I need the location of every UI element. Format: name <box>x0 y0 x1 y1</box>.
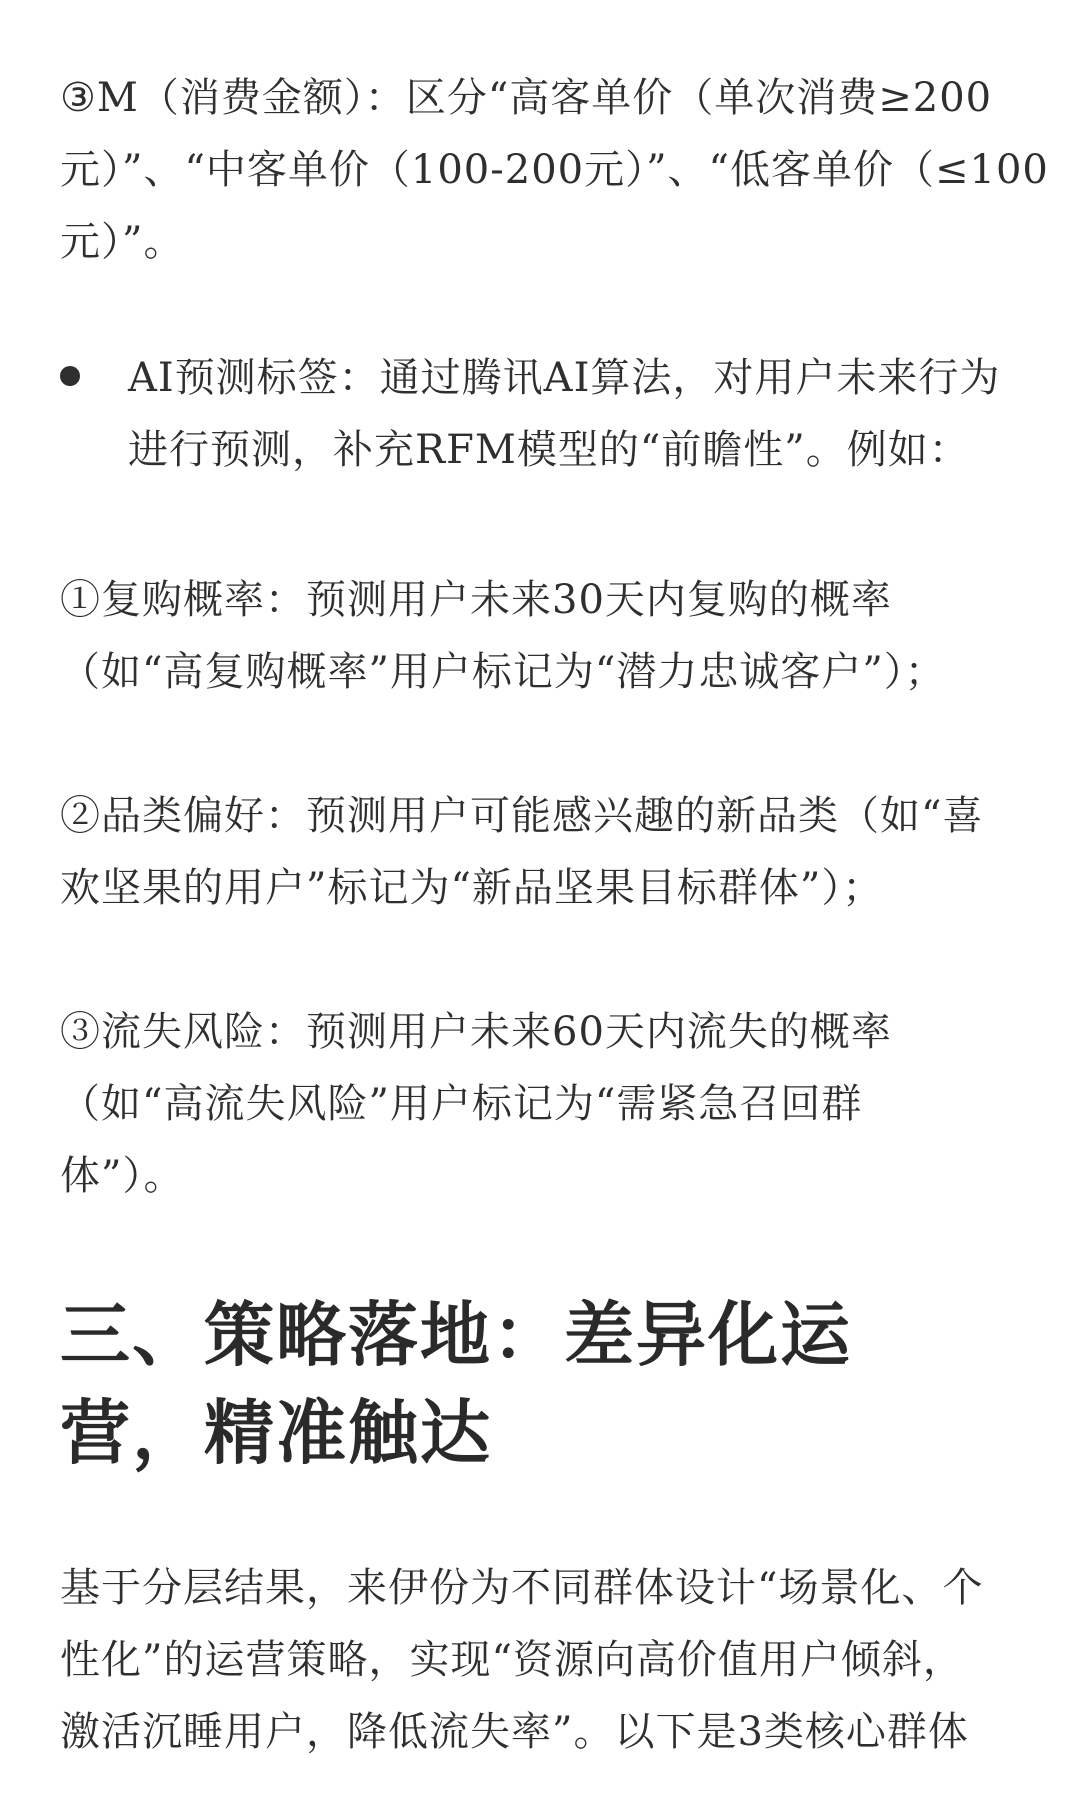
section-heading-line-2: 营，精准触达 <box>60 1391 492 1474</box>
category-preference-line-1: ②品类偏好：预测用户可能感兴趣的新品类（如“喜 <box>60 793 984 839</box>
intro-paragraph-line-2: 性化”的运营策略，实现“资源向高价值用户倾斜， <box>60 1637 964 1683</box>
intro-paragraph-line-3: 激活沉睡用户，降低流失率”。以下是3类核心群体 <box>60 1709 969 1755</box>
rfm-m-text-line-2: 元）”、“中客单价（100-200元）”、“低客单价（≤100 <box>60 147 1049 193</box>
ai-bullet-text-line-1: AI预测标签：通过腾讯AI算法，对用户未来行为 <box>128 355 1001 401</box>
repurchase-probability-line-2: （如“高复购概率”用户标记为“潜力忠诚客户”）； <box>60 649 946 695</box>
category-preference-line-2: 欢坚果的用户”标记为“新品坚果目标群体”）； <box>60 865 884 911</box>
ai-bullet-text-line-2: 进行预测，补充RFM模型的“前瞻性”。例如： <box>128 427 970 473</box>
rfm-m-text-line-3: 元）”。 <box>60 219 185 265</box>
churn-risk-line-3: 体”）。 <box>60 1153 185 1199</box>
intro-paragraph-line-1: 基于分层结果，来伊份为不同群体设计“场景化、个 <box>60 1565 984 1611</box>
rfm-m-text-line-1: ③M（消费金额）：区分“高客单价（单次消费≥200 <box>60 75 993 121</box>
repurchase-probability-line-1: ①复购概率：预测用户未来30天内复购的概率 <box>60 577 892 623</box>
bullet-dot-icon <box>60 366 80 386</box>
churn-risk-line-2: （如“高流失风险”用户标记为“需紧急召回群 <box>60 1081 863 1127</box>
section-heading-line-1: 三、策略落地：差异化运 <box>60 1293 852 1376</box>
churn-risk-line-1: ③流失风险：预测用户未来60天内流失的概率 <box>60 1009 892 1055</box>
